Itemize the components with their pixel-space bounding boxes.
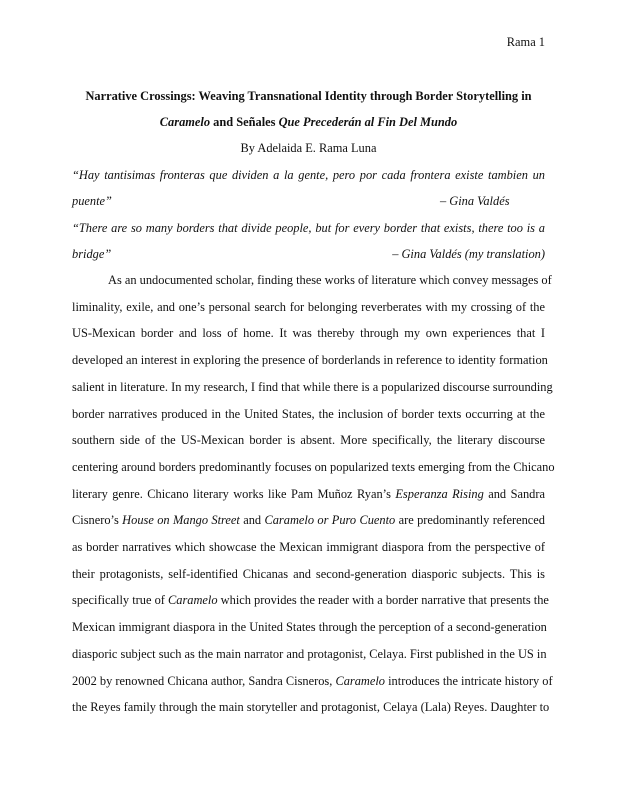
body-text: and Sandra <box>483 486 545 501</box>
title-work-2: Que Precederán al Fin Del Mundo <box>278 115 458 129</box>
epigraph-1-line-1: “Hay tantisimas fronteras que dividen a la gente, pero por cada frontera existe tambien un <box>72 168 545 182</box>
epigraph-1-text: puente” <box>72 194 112 208</box>
work-title: Caramelo <box>335 673 386 688</box>
running-head: Rama 1 <box>506 35 545 49</box>
body-text: and <box>239 513 265 528</box>
body-line <box>72 352 548 368</box>
body-line <box>72 432 545 448</box>
body-text: their protagonists, self-identified Chicanas and second-generation diasporic subjects. This is <box>72 566 545 581</box>
body-line <box>72 566 545 582</box>
body-text: literary genre. Chicano literary works like Pam Muñoz Ryan’s <box>72 486 396 501</box>
body-line <box>72 539 545 555</box>
body-text: specifically true of <box>72 593 168 608</box>
epigraph-2-line-2 <box>72 246 545 262</box>
body-text: as border narratives which showcase the Mexican immigrant diaspora from the perspective of <box>72 540 545 554</box>
work-title: House on Mango Street <box>122 513 240 528</box>
body-line <box>72 406 545 422</box>
work-title: Esperanza Rising <box>395 486 484 501</box>
title-connector: and Señales <box>210 115 279 129</box>
body-text: the Reyes family through the main storyteller and protagonist, Celaya (Lala) Reyes. Daughter to <box>72 700 550 715</box>
body-text: salient in literature. In my research, I find that while there is a popularized discourse surrounding <box>72 379 553 394</box>
body-text: As an undocumented scholar, finding these works of literature which convey messages of <box>108 273 552 287</box>
body-text: Cisnero’s <box>72 513 123 528</box>
title-work-1: Caramelo <box>159 115 211 129</box>
title-line-2 <box>72 114 545 130</box>
epigraph-2-text: bridge” <box>72 247 112 261</box>
body-text: developed an interest in exploring the presence of borderlands in reference to identity formation <box>72 353 548 368</box>
body-text: introduces the intricate history of <box>385 673 553 688</box>
body-line <box>72 379 553 395</box>
body-text: southern side of the US-Mexican border is absent. More specifically, the literary discourse <box>72 433 545 448</box>
body-text: diasporic subject such as the main narrator and protagonist, Celaya. First published in the US in <box>72 646 547 661</box>
epigraph-2-attribution: – Gina Valdés (my translation) <box>392 247 545 261</box>
body-line <box>72 592 549 608</box>
work-title: Caramelo <box>168 593 218 608</box>
body-line <box>72 699 550 715</box>
body-line <box>72 646 545 662</box>
epigraph-2-line-1: “There are so many borders that divide people, but for every border that exists, there too is a <box>72 221 545 235</box>
body-text: Mexican immigrant diaspora in the United States through the perception of a second-generation <box>72 620 547 635</box>
body-text: liminality, exile, and one’s personal search for belonging reverberates with my crossing of the <box>72 299 545 314</box>
body-text: US-Mexican border and loss of home. It was thereby through my own experiences that I <box>72 326 545 341</box>
body-line <box>72 299 545 315</box>
body-line <box>72 673 553 689</box>
body-text: centering around borders predominantly focuses on popularized texts emerging from the Chicano <box>72 459 555 474</box>
epigraph-1-attribution: – Gina Valdés <box>440 194 510 208</box>
epigraph-1-line-2 <box>72 193 545 209</box>
title-line-1: Narrative Crossings: Weaving Transnational Identity through Border Storytelling in <box>85 89 532 103</box>
body-line <box>72 512 545 528</box>
body-line <box>72 486 545 502</box>
body-text: which provides the reader with a border narrative that presents the <box>217 593 549 608</box>
body-line <box>72 272 552 288</box>
work-title: Caramelo or Puro Cuento <box>264 513 396 528</box>
body-text: 2002 by renowned Chicana author, Sandra Cisneros, <box>72 673 336 688</box>
byline: By Adelaida E. Rama Luna <box>240 141 377 155</box>
body-text: border narratives produced in the United States, the inclusion of border texts occurring at the <box>72 406 545 421</box>
body-text: are predominantly referenced <box>395 513 545 528</box>
body-line <box>72 619 545 635</box>
body-line <box>72 325 545 341</box>
body-line <box>72 459 555 475</box>
